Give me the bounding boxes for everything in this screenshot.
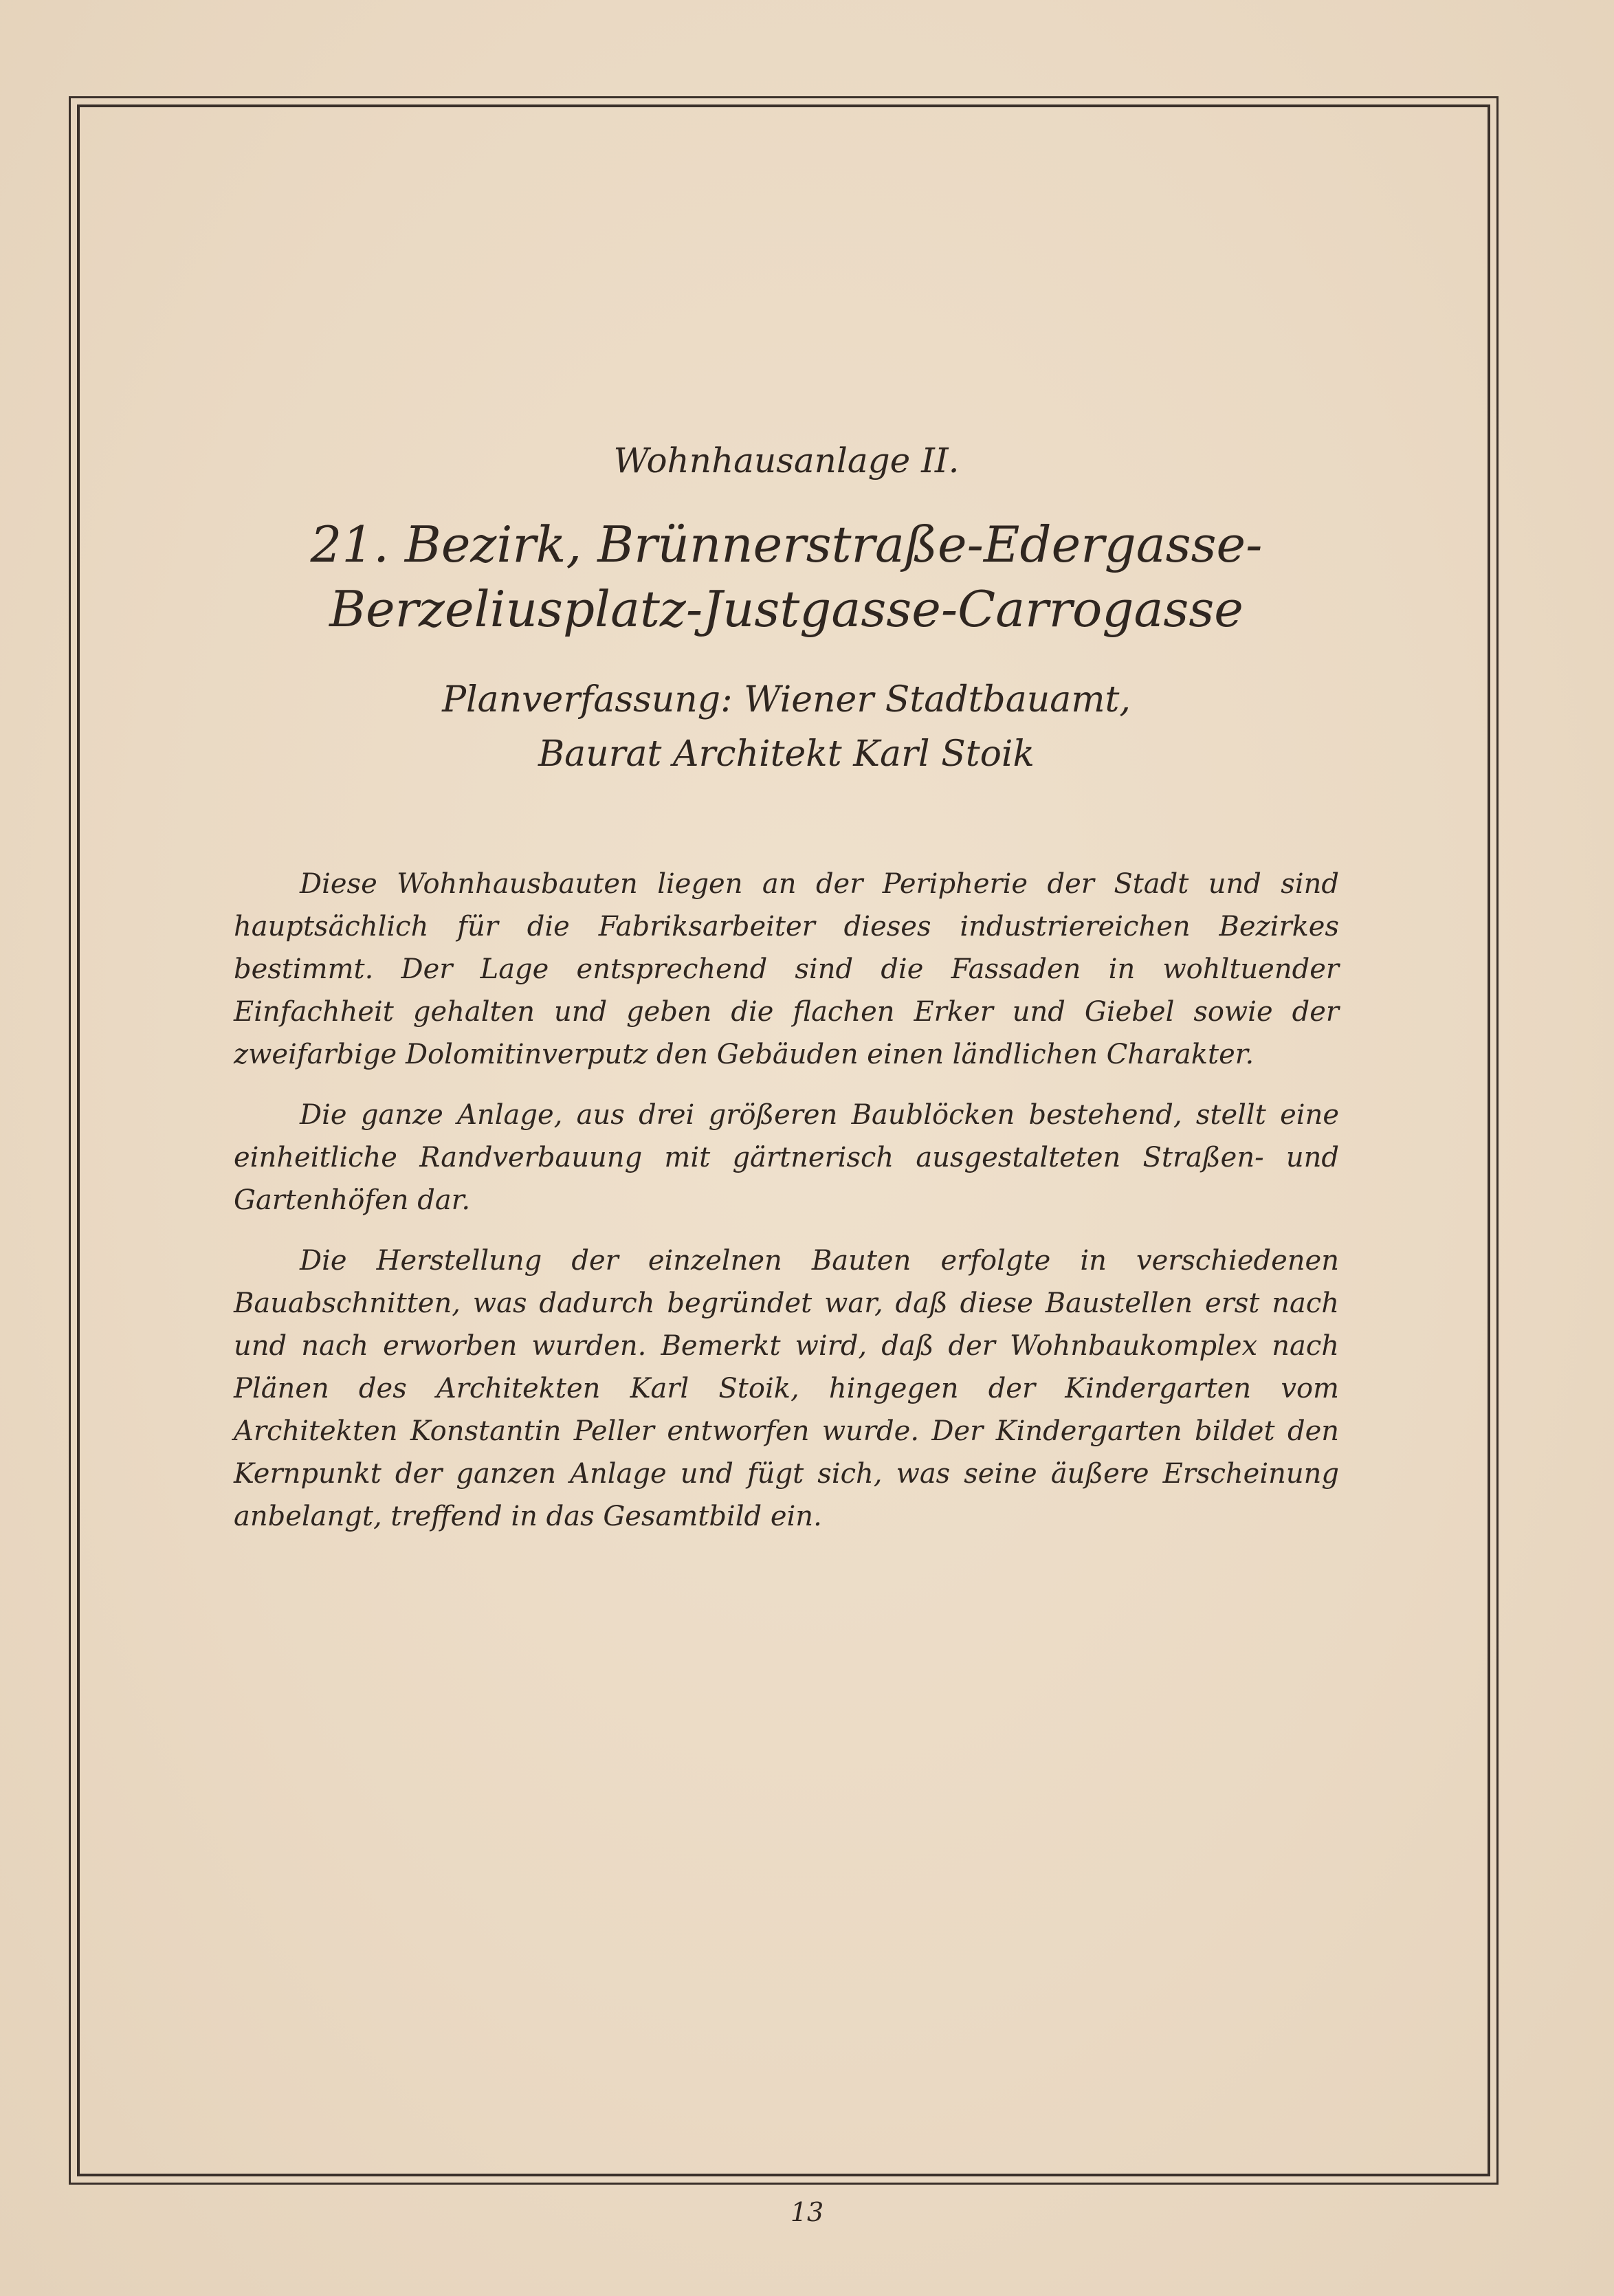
credit-line: Baurat Architekt Karl Stoik [538,733,1035,775]
page-content [234,440,1339,1556]
credit-line: Planverfassung: Wiener Stadtbauamt, [442,679,1131,721]
body-paragraph: Die ganze Anlage, aus drei größeren Baublöcken bestehend, stellt eine einheitliche Randverbauung mit gärtnerisch ausgestalteten Straßen- und Gartenhöfen dar. [234,1099,1339,1217]
headline-line: 21. Bezirk, Brünnerstraße-Edergasse- [310,516,1263,573]
body-text [234,863,1339,1538]
series-title: Wohnhausanlage II. [613,441,960,481]
headline [234,513,1339,641]
body-paragraph: Diese Wohnhausbauten liegen an der Peripherie der Stadt und sind hauptsächlich für die Fabriksarbeiter dieses industriereichen Bezirkes bestimmt. Der Lage entsprechend sind die Fassaden in wohltuender Einfachheit gehalten und geben die flachen Erker und Giebel sowie der zweifarbige Dolomitinverputz den Gebäuden einen ländlichen Charakter. [234,868,1339,1071]
body-paragraph: Die Herstellung der einzelnen Bauten erfolgte in verschiedenen Bauabschnitten, was dadurch begründet war, daß diese Baustellen erst nach und nach erworben wurden. Bemerkt wird, daß der Wohnbaukomplex nach Plänen des Architekten Karl Stoik, hingegen der Kindergarten vom Architekten Konstantin Peller entworfen wurde. Der Kindergarten bildet den Kernpunkt der ganzen Anlage und fügt sich, was seine äußere Erscheinung anbelangt, treffend in das Gesamtbild ein. [234,1245,1339,1533]
page-number: 13 [790,2197,824,2227]
headline-line: Berzeliusplatz-Justgasse-Carrogasse [329,579,1243,638]
credit-block [234,673,1339,782]
